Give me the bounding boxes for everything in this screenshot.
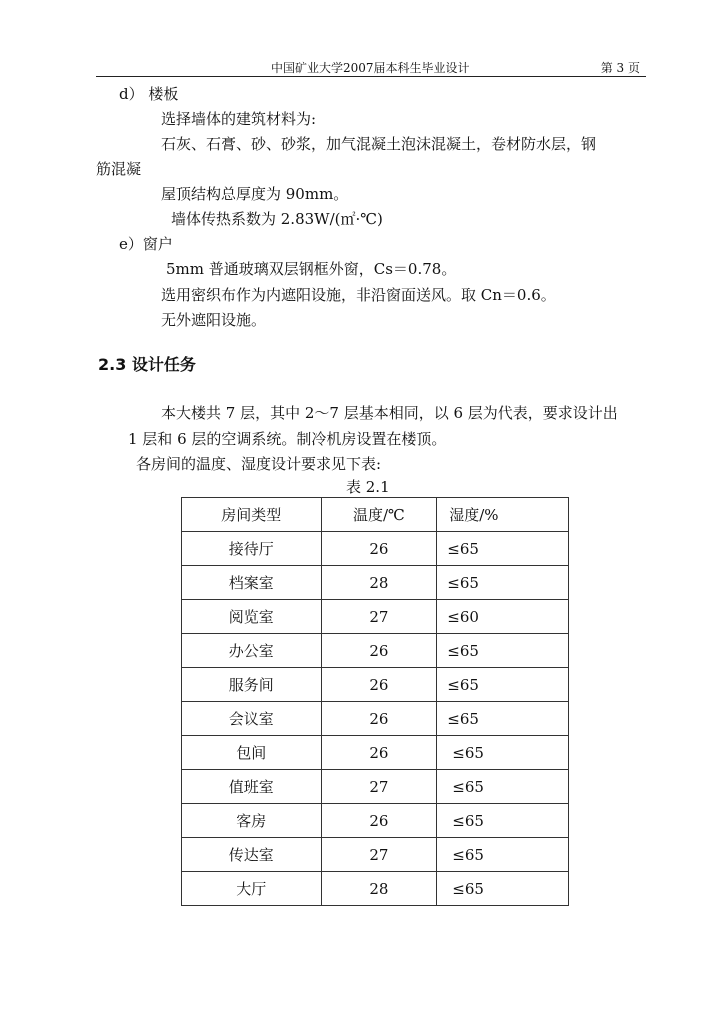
room-temperature: 26 — [321, 668, 437, 702]
room-humidity: ≤65 — [437, 702, 569, 736]
room-name: 阅览室 — [182, 600, 322, 634]
text-line: 墙体传热系数为 2.83W/(㎡·℃) — [171, 210, 383, 228]
room-name: 包间 — [182, 736, 322, 770]
room-temperature: 26 — [321, 532, 437, 566]
table-row — [182, 770, 569, 804]
table-row — [182, 872, 569, 906]
header-temperature: 温度/℃ — [321, 498, 437, 532]
room-temperature: 26 — [321, 702, 437, 736]
item-e-label: e）窗户 — [119, 235, 173, 253]
room-name: 档案室 — [182, 566, 322, 600]
table-row — [182, 668, 569, 702]
text-line: 无外遮阳设施。 — [161, 311, 267, 329]
page-number: 第 3 页 — [600, 61, 640, 75]
room-name: 接待厅 — [182, 532, 322, 566]
room-humidity: ≤65 — [437, 872, 569, 906]
room-name: 传达室 — [182, 838, 322, 872]
room-humidity: ≤60 — [437, 600, 569, 634]
item-d-label: d） 楼板 — [119, 85, 179, 103]
room-temperature: 26 — [321, 634, 437, 668]
room-name: 客房 — [182, 804, 322, 838]
room-humidity: ≤65 — [437, 566, 569, 600]
text-line: 屋顶结构总厚度为 90mm。 — [161, 185, 349, 203]
room-humidity: ≤65 — [437, 770, 569, 804]
header-room-type: 房间类型 — [182, 498, 322, 532]
paragraph-line: 1 层和 6 层的空调系统。制冷机房设置在楼顶。 — [128, 430, 447, 448]
room-temperature: 28 — [321, 566, 437, 600]
room-design-table — [181, 497, 569, 906]
table-caption: 表 2.1 — [346, 478, 390, 496]
table-row — [182, 566, 569, 600]
table-row — [182, 702, 569, 736]
page-header — [96, 56, 646, 77]
table-row — [182, 634, 569, 668]
text-line: 选用密织布作为内遮阳设施，非沿窗面送风。取 Cn＝0.6。 — [161, 286, 556, 304]
room-humidity: ≤65 — [437, 668, 569, 702]
text-line: 5mm 普通玻璃双层钢框外窗，Cs＝0.78。 — [166, 260, 457, 278]
table-row — [182, 838, 569, 872]
room-name: 办公室 — [182, 634, 322, 668]
header-title: 中国矿业大学2007届本科生毕业设计 — [271, 61, 470, 75]
room-name: 服务间 — [182, 668, 322, 702]
room-humidity: ≤65 — [437, 532, 569, 566]
room-temperature: 27 — [321, 600, 437, 634]
header-humidity: 湿度/% — [437, 498, 569, 532]
table-row — [182, 804, 569, 838]
room-temperature: 28 — [321, 872, 437, 906]
room-humidity: ≤65 — [437, 804, 569, 838]
room-name: 大厅 — [182, 872, 322, 906]
table-row — [182, 532, 569, 566]
section-title: 2.3 设计任务 — [98, 355, 196, 374]
room-humidity: ≤65 — [437, 634, 569, 668]
paragraph-line: 本大楼共 7 层，其中 2～7 层基本相同，以 6 层为代表，要求设计出 — [161, 404, 618, 422]
room-temperature: 27 — [321, 838, 437, 872]
table-row — [182, 736, 569, 770]
room-humidity: ≤65 — [437, 736, 569, 770]
room-temperature: 26 — [321, 804, 437, 838]
room-temperature: 27 — [321, 770, 437, 804]
table-row — [182, 600, 569, 634]
text-line: 筋混凝 — [96, 160, 142, 178]
room-humidity: ≤65 — [437, 838, 569, 872]
text-line: 石灰、石膏、砂、砂浆，加气混凝土泡沫混凝土，卷材防水层，钢 — [161, 135, 597, 153]
room-name: 值班室 — [182, 770, 322, 804]
text-line: 选择墙体的建筑材料为: — [161, 110, 317, 128]
room-temperature: 26 — [321, 736, 437, 770]
table-header-row — [182, 498, 569, 532]
room-name: 会议室 — [182, 702, 322, 736]
paragraph-line: 各房间的温度、湿度设计要求见下表: — [136, 455, 382, 473]
